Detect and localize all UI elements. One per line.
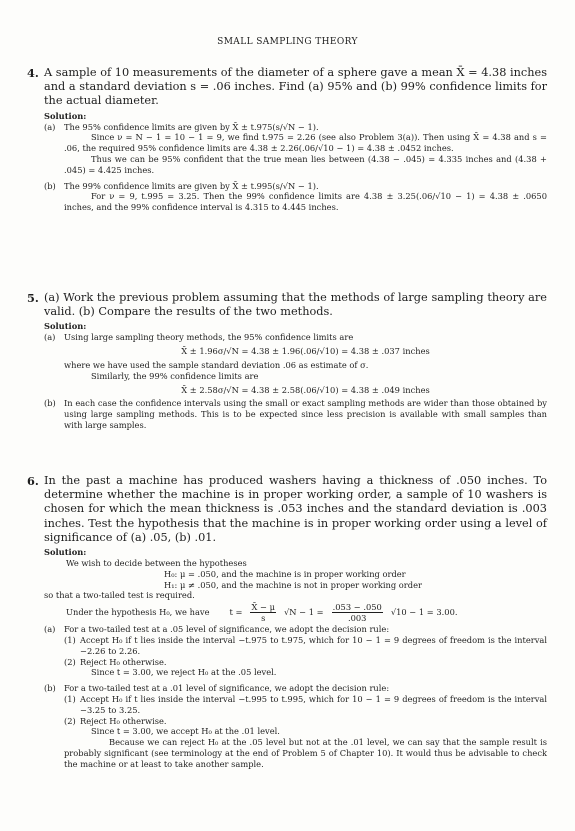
text-line: Thus we can be 95% confident that the true mean lies between (4.38 − .045) = 4.335 inches and (4.38 + .045) = 4.425 inches. bbox=[64, 154, 547, 175]
text-line: For a two-tailed test at a .01 level of significance, we adopt the decision rule: bbox=[64, 683, 390, 694]
rule-text: Reject H₀ otherwise. bbox=[80, 715, 167, 726]
problem-number: 4. bbox=[27, 66, 39, 80]
problem-4 bbox=[27, 66, 547, 213]
part-a bbox=[44, 122, 547, 176]
part-label: (a) bbox=[44, 624, 56, 635]
rule-text: Accept H₀ if t lies inside the interval −t.975 to t.975, which for 10 − 1 = 9 degrees of freedom is the interval −2.26 to 2.26. bbox=[80, 635, 547, 656]
part-b bbox=[44, 398, 547, 430]
problem-statement: In the past a machine has produced washers having a thickness of .050 inches. To determine whether the machine is in proper working order, a sample of 10 washers is chosen for which the mean thickness is .053 inches and the standard deviation is .003 inches. Test the hypothesis that the machine is in proper working order using a level of significance of (a) .05, (b) .01. bbox=[44, 474, 547, 544]
rule-label: (2) bbox=[64, 715, 76, 726]
text-line: In each case the confidence intervals using the small or exact sampling methods are wider than those obtained by using large sampling methods. This is to be expected since less precision is available with small samples than with large samples. bbox=[64, 398, 547, 430]
rule-text: Reject H₀ otherwise. bbox=[80, 656, 167, 667]
fraction bbox=[332, 602, 383, 623]
running-header: SMALL SAMPLING THEORY bbox=[217, 37, 358, 47]
formula-text: t = bbox=[229, 607, 243, 618]
problem-5 bbox=[27, 291, 547, 431]
part-label: (b) bbox=[44, 398, 56, 409]
rule-2 bbox=[64, 657, 547, 668]
solution-label: Solution: bbox=[44, 321, 87, 332]
t-formula bbox=[44, 602, 547, 623]
hypothesis-h1: H₁: μ ≠ .050, and the machine is not in proper working order bbox=[164, 579, 422, 590]
formula-line: X̄ ± 1.96σ/√N = 4.38 ± 1.96(.06/√10) = 4.38 ± .037 inches bbox=[181, 346, 430, 357]
rule-2 bbox=[64, 716, 547, 727]
part-b bbox=[44, 683, 547, 769]
formula-line: X̄ ± 2.58σ/√N = 4.38 ± 2.58(.06/√10) = 4.38 ± .049 inches bbox=[181, 384, 430, 395]
fraction bbox=[250, 602, 276, 623]
solution-body bbox=[44, 558, 547, 623]
rule-label: (2) bbox=[64, 656, 76, 667]
rule-label: (1) bbox=[64, 635, 76, 645]
rule-text: Accept H₀ if t lies inside the interval −t.995 to t.995, which for 10 − 1 = 9 degrees of freedom is the interval −3.25 to 3.25. bbox=[80, 693, 547, 715]
text-line: Since t = 3.00, we reject H₀ at the .05 level. bbox=[91, 667, 277, 678]
solution-label: Solution: bbox=[44, 110, 87, 121]
problem-6 bbox=[27, 474, 547, 770]
text-line: Since t = 3.00, we accept H₀ at the .01 level. bbox=[91, 726, 280, 737]
part-a bbox=[44, 624, 547, 678]
text-line: The 99% confidence limits are given by X̄ ± t.995(s/√N − 1). bbox=[64, 180, 319, 191]
text-line: The 95% confidence limits are given by X̄ ± t.975(s/√N − 1). bbox=[64, 121, 319, 132]
text-line: Under the hypothesis H₀, we have bbox=[66, 607, 210, 618]
text-line: Since ν = N − 1 = 10 − 1 = 9, we find t.975 = 2.26 (see also Problem 3(a)). Then using X̄ = 4.38 and s = .06, the required 95% confidence limits are 4.38 ± 2.26(.06/√10 − 1) = 4.38 ± .0452 inches. bbox=[64, 132, 547, 154]
text-line: so that a two-tailed test is required. bbox=[44, 590, 195, 601]
numerator: X̄ − μ bbox=[251, 602, 275, 613]
formula-text: √10 − 1 = 3.00. bbox=[390, 607, 458, 618]
part-a bbox=[44, 332, 547, 395]
solution-label: Solution: bbox=[44, 547, 87, 558]
text-line: Because we can reject H₀ at the .05 level but not at the .01 level, we can say that the sample result is probably significant (see terminology at the end of Problem 5 of Chapter 10). It would thus be advisable to check the machine or at least to take another sample. bbox=[64, 737, 547, 769]
rule-1 bbox=[64, 694, 547, 716]
hypothesis-h0: H₀: μ = .050, and the machine is in proper working order bbox=[164, 568, 406, 579]
part-label: (a) bbox=[44, 121, 56, 132]
text-line: Using large sampling theory methods, the 95% confidence limits are bbox=[64, 332, 354, 343]
denominator: s bbox=[261, 613, 266, 624]
problem-number: 6. bbox=[27, 474, 39, 488]
text-line: where we have used the sample standard deviation .06 as estimate of σ. bbox=[64, 360, 369, 370]
problem-number: 5. bbox=[27, 291, 39, 305]
part-label: (b) bbox=[44, 683, 56, 694]
denominator: .003 bbox=[347, 613, 367, 624]
text-line: For a two-tailed test at a .05 level of significance, we adopt the decision rule: bbox=[64, 624, 390, 635]
part-label: (a) bbox=[44, 332, 56, 343]
part-b bbox=[44, 181, 547, 213]
text-line: Similarly, the 99% confidence limits are bbox=[91, 370, 259, 381]
rule-1 bbox=[64, 635, 547, 657]
part-label: (b) bbox=[44, 180, 56, 191]
problem-statement: A sample of 10 measurements of the diameter of a sphere gave a mean X̄ = 4.38 inches and a standard deviation s = .06 inches. Find (a) 95% and (b) 99% confidence limits for the actual diameter. bbox=[44, 66, 547, 108]
formula-text: √N − 1 = bbox=[283, 607, 324, 618]
numerator: .053 − .050 bbox=[332, 602, 382, 613]
rule-label: (1) bbox=[64, 693, 76, 704]
text-line: We wish to decide between the hypotheses bbox=[66, 558, 247, 569]
text-line: For ν = 9, t.995 = 3.25. Then the 99% confidence limits are 4.38 ± 3.25(.06/√10 − 1) = 4.38 ± .0650 inches, and the 99% confidence interval is 4.315 to 4.445 inches. bbox=[64, 191, 547, 213]
problem-statement: (a) Work the previous problem assuming that the methods of large sampling theory are valid. (b) Compare the results of the two methods. bbox=[44, 291, 547, 319]
